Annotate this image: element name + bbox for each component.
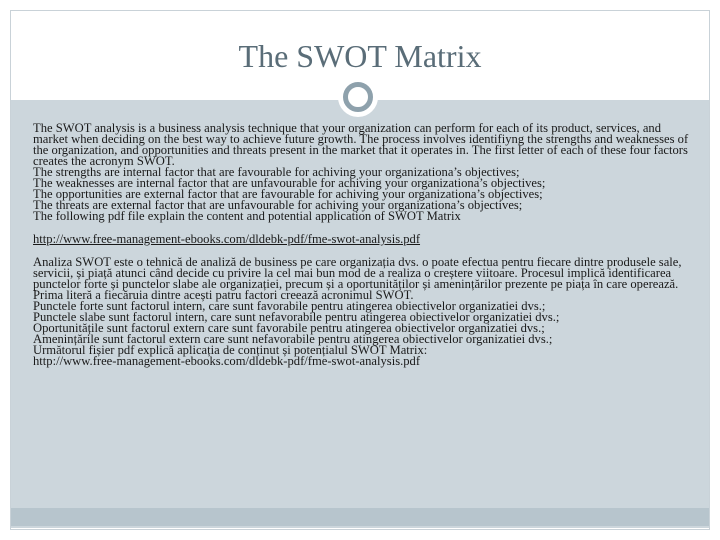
strengths-line: The strengths are internal factor that are favourable for achiving your organizationa’s objectives; — [33, 165, 520, 179]
ro-intro-paragraph: Analiza SWOT este o tehnică de analiză de business pe care organizația dvs. o poate efectua pentru fiecare dintre produsele sale, servicii, și piață atunci când decide cu privire la cel mai bun mod de a realiza o creștere viitoare. Procesul implică identificarea punctelor forte și punctelor slabe ale organizației, precum și a oportunităților și amenințărilor prezente pe piața în care operează. Prima literă a fiecăruia dintre acești patru factori creează acronimul SWOT. — [33, 255, 682, 302]
pdf-link-paragraph — [33, 234, 693, 245]
weaknesses-line: The weaknesses are internal factor that are unfavourable for achiving your organizationa’s objectives; — [33, 176, 546, 190]
intro-paragraph: The SWOT analysis is a business analysis technique that your organization can perform for each of its product, services, and market when deciding on the best way to achieve future growth. The process involves identifiyng the strengths and weaknesses of the organization, and opportunities and threats present in the market that it operates in. The first letter of each of these four factors creates the acronym SWOT. — [33, 121, 689, 168]
pdf-link[interactable]: http://www.free-management-ebooks.com/dldebk-pdf/fme-swot-analysis.pdf — [33, 232, 421, 246]
pdf-note-line: The following pdf file explain the content and potential application of SWOT Matrix — [33, 209, 461, 223]
ro-weaknesses-line: Punctele slabe sunt factorul intern, care sunt nefavorabile pentru atingerea obiectivelor organizatiei dvs.; — [33, 310, 560, 324]
ro-pdf-url: http://www.free-management-ebooks.com/dldebk-pdf/fme-swot-analysis.pdf — [33, 354, 421, 368]
threats-line: The threats are external factor that are unfavourable for achiving your organizationa’s objectives; — [33, 198, 523, 212]
footer-band — [11, 508, 709, 526]
ro-strengths-line: Punctele forte sunt factorul intern, care sunt favorabile pentru atingerea obiectivelor organizatiei dvs.; — [33, 299, 546, 313]
ro-opportunities-line: Oportunitățile sunt factorul extern care sunt favorabile pentru atingerea obiectivelor organizatiei dvs.; — [33, 321, 545, 335]
circle-ornament-icon — [338, 77, 378, 117]
slide-title: The SWOT Matrix — [238, 38, 482, 74]
ro-threats-line: Amenințările sunt factorul extern care sunt nefavorabile pentru atingerea obiectivelor organizatiei dvs.; — [33, 332, 553, 346]
body-text — [33, 123, 693, 367]
ro-pdf-note-line: Următorul fișier pdf explică aplicația de conținut și potențialul SWOT Matrix: — [33, 343, 428, 357]
opportunities-line: The opportunities are external factor that are favourable for achiving your organizationa’s objectives; — [33, 187, 543, 201]
